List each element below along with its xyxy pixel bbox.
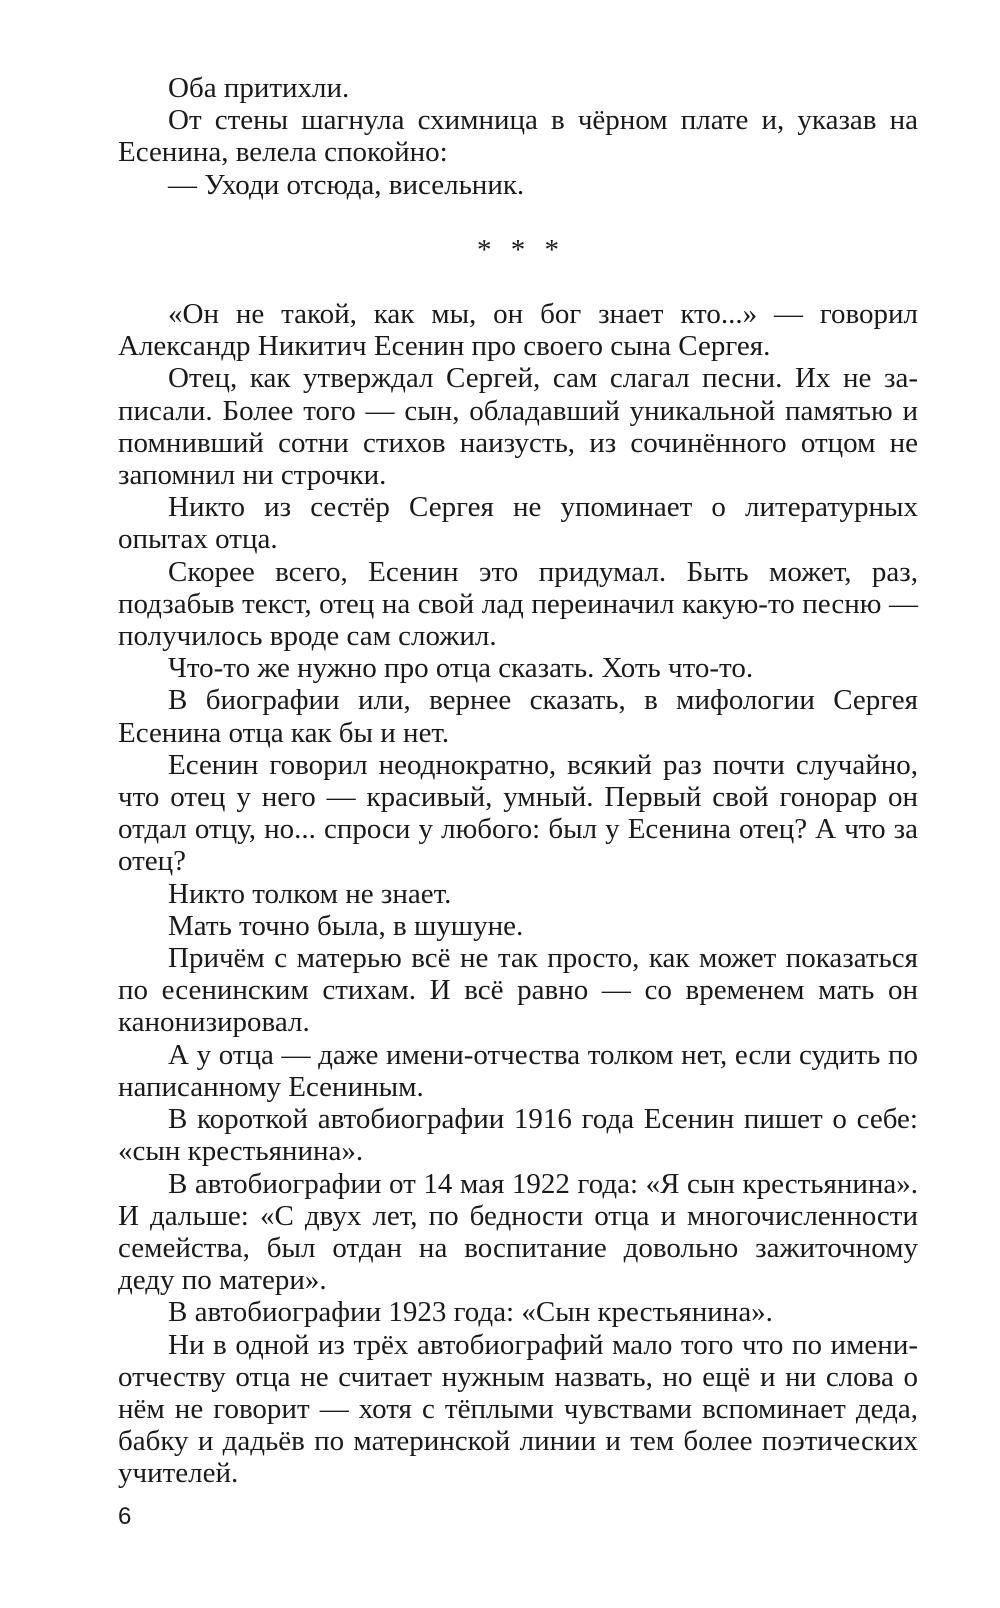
paragraph: Никто толком не знает. (168, 877, 452, 910)
paragraph: Отец, как утверждал Сергей, сам слагал песни. Их не записали. Более того — сын, обладавший уникальной памятью и помнивший сотни стихов наизусть, из сочинённого отцом не запомнил ни строчки. (118, 362, 918, 492)
paragraph: В биографии или, вернее сказать, в мифологии Сергея Есенина отца как бы и нет. (118, 684, 918, 749)
page-body (118, 72, 918, 1490)
paragraph: Ни в одной из трёх автобиографий мало того что по имени-отчеству отца не считает нужным назвать, но ещё и ни слова о нём не говорит — хотя с тёплыми чувствами вспоминает деда, бабку и дадьёв по материнской линии и тем более поэтических учителей. (118, 1328, 918, 1490)
paragraph: Оба притихли. (168, 72, 350, 104)
paragraph: В короткой автобиографии 1916 года Есенин пишет о себе: «сын крестьянина». (118, 1103, 918, 1168)
paragraph: В автобиографии 1923 года: «Сын крестьянина». (168, 1296, 773, 1329)
paragraph: Никто из сестёр Сергея не упоминает о литературных опытах отца. (118, 491, 918, 556)
paragraph: Мать точно была, в шушуне. (168, 909, 524, 942)
section-separator: * * * (477, 233, 565, 266)
paragraph: «Он не такой, как мы, он бог знает кто...» — говорил Александр Никитич Есенин про своего сына Сергея. (118, 298, 918, 363)
paragraph: Что-то же нужно про отца сказать. Хоть что-то. (168, 652, 754, 685)
paragraph: Есенин говорил неоднократно, всякий раз почти случайно, что отец у него — красивый, умный. Первый свой гонорар он отдал отцу, но... спроси у любого: был у Есенина отец? А что за отец? (118, 748, 918, 878)
page-number: 6 (118, 1503, 132, 1530)
paragraph: Причём с матерью всё не так просто, как может показаться по есенинским стихам. И всё равно — со временем мать он канонизировал. (118, 942, 918, 1039)
paragraph: — Уходи отсюда, висельник. (168, 168, 525, 201)
paragraph: В автобиографии от 14 мая 1922 года: «Я сын крестьянина». И дальше: «С двух лет, по бедности отца и многочисленности семейства, был отдан на воспитание довольно зажиточному деду по матери». (118, 1167, 918, 1297)
paragraph: Скорее всего, Есенин это придумал. Быть может, раз, подзабыв текст, отец на свой лад переиначил какую-то песню — получилось вроде сам сложил. (118, 555, 918, 653)
paragraph: А у отца — даже имени-отчества толком нет, если судить по написанному Есениным. (118, 1038, 918, 1103)
paragraph: От стены шагнула схимница в чёрном плате и, указав на Есенина, велела спокойно: (118, 104, 918, 169)
